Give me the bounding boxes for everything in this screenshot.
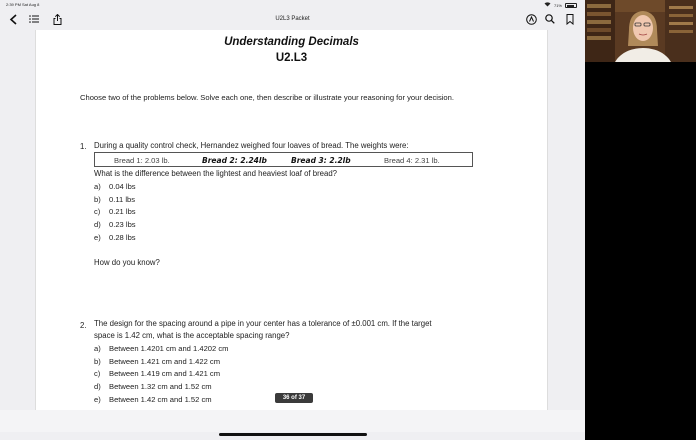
option-item: a) Between 1.4201 cm and 1.4202 cm <box>94 344 229 353</box>
markup-pen-icon[interactable] <box>524 12 538 26</box>
page-thumbnail-strip[interactable] <box>0 410 585 432</box>
bread-1-weight: Bread 1: 2.03 lb. <box>114 156 170 165</box>
option-item: b) 0.11 lbs <box>94 194 136 204</box>
bread-4-weight: Bread 4: 2.31 lb. <box>384 156 440 165</box>
webcam-video <box>585 0 696 62</box>
document-page[interactable] <box>35 30 548 410</box>
nav-bar <box>0 10 585 30</box>
option-item: c) Between 1.419 cm and 1.421 cm <box>94 369 221 379</box>
status-bar <box>0 0 585 10</box>
bread-2-handwritten: Bread 2: 2.24lb <box>202 156 267 165</box>
battery-percent: 71% <box>553 2 562 8</box>
question-1-options <box>94 181 136 245</box>
page-subtitle: U2.L3 <box>275 52 308 64</box>
battery-icon <box>565 3 577 8</box>
question-2-number: 2. <box>80 321 87 330</box>
option-item: a) 0.04 lbs <box>94 182 136 191</box>
option-item: d) Between 1.32 cm and 1.52 cm <box>94 382 212 392</box>
option-item: e) 0.28 lbs <box>94 232 136 242</box>
status-indicators <box>544 2 577 8</box>
option-item: d) 0.23 lbs <box>94 220 136 230</box>
question-1-prompt: How do you know? <box>94 258 160 267</box>
bookmark-icon[interactable] <box>563 12 577 26</box>
question-2-text-line2: space is 1.42 cm, what is the acceptable spacing range? <box>94 331 290 340</box>
page-title: Understanding Decimals <box>224 36 359 48</box>
instructions: Choose two of the problems below. Solve each one, then describe or illustrate your reasoning for your decision. <box>80 93 454 102</box>
question-1-number: 1. <box>80 142 87 151</box>
status-time: 2:39 PM Sat Aug 8 <box>6 2 40 7</box>
question-1-text: During a quality control check, Hernandez weighed four loaves of bread. The weights were: <box>94 141 409 150</box>
presenter-video-frame <box>585 0 696 62</box>
page-indicator: 36 of 37 <box>275 393 313 403</box>
search-icon[interactable] <box>543 12 557 26</box>
document-title: U2L3 Packet <box>275 16 310 22</box>
wifi-icon <box>544 2 551 8</box>
bread-3-handwritten: Bread 3: 2.2lb <box>291 156 351 165</box>
home-indicator[interactable] <box>219 433 367 436</box>
option-item: e) Between 1.42 cm and 1.52 cm <box>94 394 212 404</box>
option-item: b) Between 1.421 cm and 1.422 cm <box>94 356 221 366</box>
option-item: c) 0.21 lbs <box>94 207 136 217</box>
weights-box <box>94 152 473 167</box>
question-1-question: What is the difference between the lightest and heaviest loaf of bread? <box>94 169 338 178</box>
question-2-text-line1: The design for the spacing around a pipe in your center has a tolerance of ±0.001 cm. If the target <box>94 319 432 328</box>
question-2-options <box>94 343 228 407</box>
